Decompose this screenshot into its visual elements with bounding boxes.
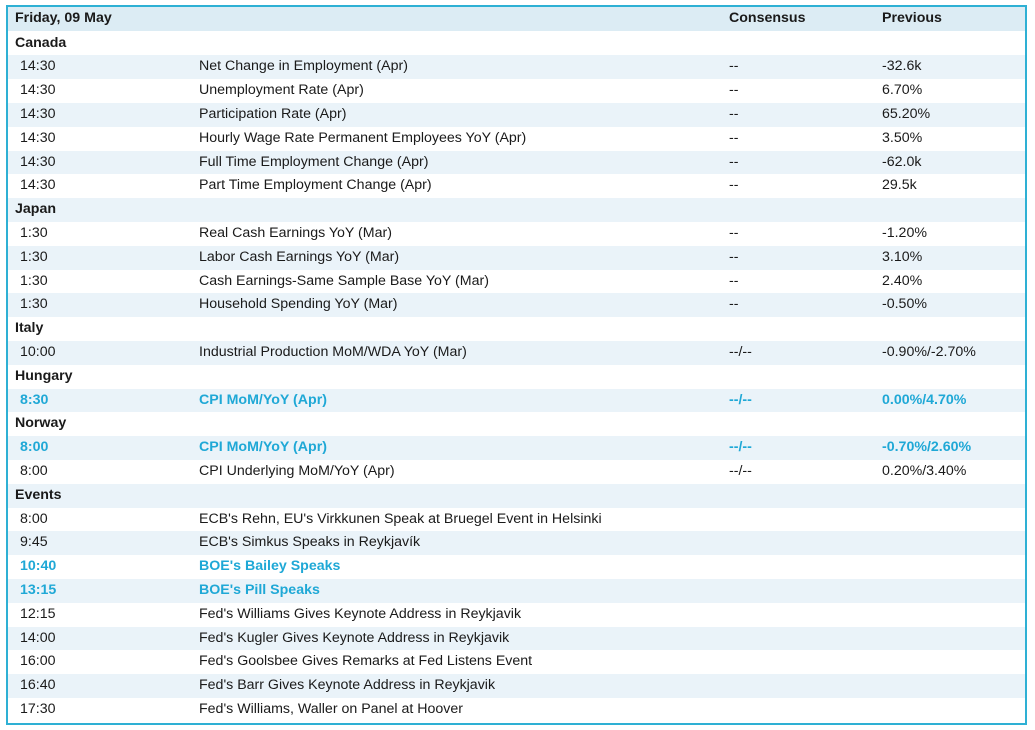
table-row — [8, 341, 1025, 365]
table-row — [8, 627, 1025, 651]
previous-cell: -0.90%/-2.70% — [882, 344, 976, 360]
event-cell: ECB's Simkus Speaks in Reykjavík — [199, 534, 421, 551]
table-row — [8, 246, 1025, 270]
event-cell: Cash Earnings-Same Sample Base YoY (Mar) — [199, 272, 489, 289]
table-row — [8, 603, 1025, 627]
table-row — [8, 531, 1025, 555]
consensus-cell: -- — [729, 248, 739, 265]
event-cell: Fed's Goolsbee Gives Remarks at Fed Listens Event — [199, 653, 533, 670]
table-row — [8, 127, 1025, 151]
time-cell: 8:00 — [20, 463, 48, 479]
time-cell: 14:00 — [20, 629, 56, 646]
table-row — [8, 579, 1025, 603]
time-cell: 1:30 — [20, 272, 48, 289]
table-row — [8, 389, 1025, 413]
time-cell: 1:30 — [20, 296, 48, 313]
consensus-cell: -- — [729, 225, 739, 241]
table-row — [8, 436, 1025, 460]
time-cell: 1:30 — [20, 248, 48, 265]
table-row — [8, 293, 1025, 317]
table-row — [8, 650, 1025, 674]
time-cell: 8:30 — [20, 391, 49, 408]
previous-cell: 0.00%/4.70% — [882, 391, 967, 408]
time-cell: 14:30 — [20, 177, 56, 194]
table-row — [8, 460, 1025, 484]
event-cell: ECB's Rehn, EU's Virkkunen Speak at Bruegel Event in Helsinki — [199, 510, 602, 527]
event-cell: Hourly Wage Rate Permanent Employees YoY (Apr) — [199, 129, 527, 146]
country-row — [8, 317, 1025, 341]
event-cell: Full Time Employment Change (Apr) — [199, 153, 429, 170]
time-cell: 16:00 — [20, 653, 56, 670]
table-row — [8, 698, 1025, 722]
consensus-cell: -- — [729, 106, 739, 122]
event-cell: Unemployment Rate (Apr) — [199, 82, 364, 99]
time-cell: 8:00 — [20, 439, 49, 456]
previous-heading: Previous — [882, 10, 942, 26]
calendar-table — [6, 5, 1027, 725]
time-cell: 9:45 — [20, 534, 48, 551]
table-row — [8, 508, 1025, 532]
country-name: Italy — [15, 320, 44, 337]
country-name: Norway — [15, 415, 67, 432]
table-row — [8, 151, 1025, 175]
event-cell: Fed's Williams, Waller on Panel at Hoover — [199, 701, 463, 717]
event-cell: Fed's Kugler Gives Keynote Address in Reykjavik — [199, 629, 510, 646]
date-heading: Friday, 09 May — [15, 10, 112, 26]
previous-cell: -0.50% — [882, 296, 927, 313]
event-cell: Fed's Barr Gives Keynote Address in Reykjavik — [199, 677, 496, 694]
table-row — [8, 79, 1025, 103]
time-cell: 14:30 — [20, 82, 56, 99]
previous-cell: 65.20% — [882, 106, 931, 122]
table-header — [8, 7, 1025, 31]
previous-cell: -32.6k — [882, 58, 922, 75]
previous-cell: -1.20% — [882, 225, 927, 241]
consensus-cell: --/-- — [729, 344, 752, 360]
time-cell: 10:00 — [20, 344, 56, 360]
table-row — [8, 555, 1025, 579]
event-cell: Labor Cash Earnings YoY (Mar) — [199, 248, 400, 265]
event-cell: Industrial Production MoM/WDA YoY (Mar) — [199, 344, 467, 360]
consensus-cell: -- — [729, 296, 739, 313]
table-row — [8, 222, 1025, 246]
previous-cell: 6.70% — [882, 82, 923, 99]
consensus-heading: Consensus — [729, 10, 806, 26]
consensus-cell: --/-- — [729, 463, 752, 479]
previous-cell: 3.10% — [882, 248, 923, 265]
previous-cell: -0.70%/2.60% — [882, 439, 972, 456]
consensus-cell: -- — [729, 58, 739, 75]
event-cell: CPI Underlying MoM/YoY (Apr) — [199, 463, 395, 479]
previous-cell: 2.40% — [882, 272, 923, 289]
time-cell: 17:30 — [20, 701, 56, 717]
country-row — [8, 412, 1025, 436]
previous-cell: 29.5k — [882, 177, 917, 194]
country-row — [8, 32, 1025, 56]
country-name: Hungary — [15, 367, 73, 384]
table-row — [8, 174, 1025, 198]
consensus-cell: --/-- — [729, 439, 752, 456]
event-cell: CPI MoM/YoY (Apr) — [199, 391, 327, 408]
country-row — [8, 484, 1025, 508]
country-name: Canada — [15, 34, 67, 51]
consensus-cell: -- — [729, 272, 739, 289]
time-cell: 10:40 — [20, 558, 57, 575]
time-cell: 12:15 — [20, 605, 56, 622]
event-cell: Household Spending YoY (Mar) — [199, 296, 398, 313]
consensus-cell: -- — [729, 129, 739, 146]
consensus-cell: --/-- — [729, 391, 752, 408]
consensus-cell: -- — [729, 177, 739, 194]
country-row — [8, 365, 1025, 389]
previous-cell: 3.50% — [882, 129, 923, 146]
table-row — [8, 270, 1025, 294]
time-cell: 14:30 — [20, 153, 56, 170]
event-cell: BOE's Bailey Speaks — [199, 558, 341, 575]
event-cell: Part Time Employment Change (Apr) — [199, 177, 432, 194]
event-cell: Fed's Williams Gives Keynote Address in Reykjavik — [199, 605, 522, 622]
country-name: Events — [15, 486, 62, 503]
table-row — [8, 55, 1025, 79]
time-cell: 8:00 — [20, 510, 48, 527]
event-cell: Real Cash Earnings YoY (Mar) — [199, 225, 392, 241]
table-row — [8, 674, 1025, 698]
consensus-cell: -- — [729, 153, 739, 170]
time-cell: 14:30 — [20, 106, 56, 122]
time-cell: 14:30 — [20, 129, 56, 146]
event-cell: Participation Rate (Apr) — [199, 106, 347, 122]
previous-cell: 0.20%/3.40% — [882, 463, 967, 479]
time-cell: 1:30 — [20, 225, 48, 241]
time-cell: 16:40 — [20, 677, 56, 694]
time-cell: 13:15 — [20, 582, 57, 598]
event-cell: BOE's Pill Speaks — [199, 582, 320, 598]
time-cell: 14:30 — [20, 58, 56, 75]
table-row — [8, 103, 1025, 127]
country-name: Japan — [15, 201, 57, 218]
previous-cell: -62.0k — [882, 153, 922, 170]
consensus-cell: -- — [729, 82, 739, 99]
event-cell: CPI MoM/YoY (Apr) — [199, 439, 327, 456]
country-row — [8, 198, 1025, 222]
event-cell: Net Change in Employment (Apr) — [199, 58, 408, 75]
